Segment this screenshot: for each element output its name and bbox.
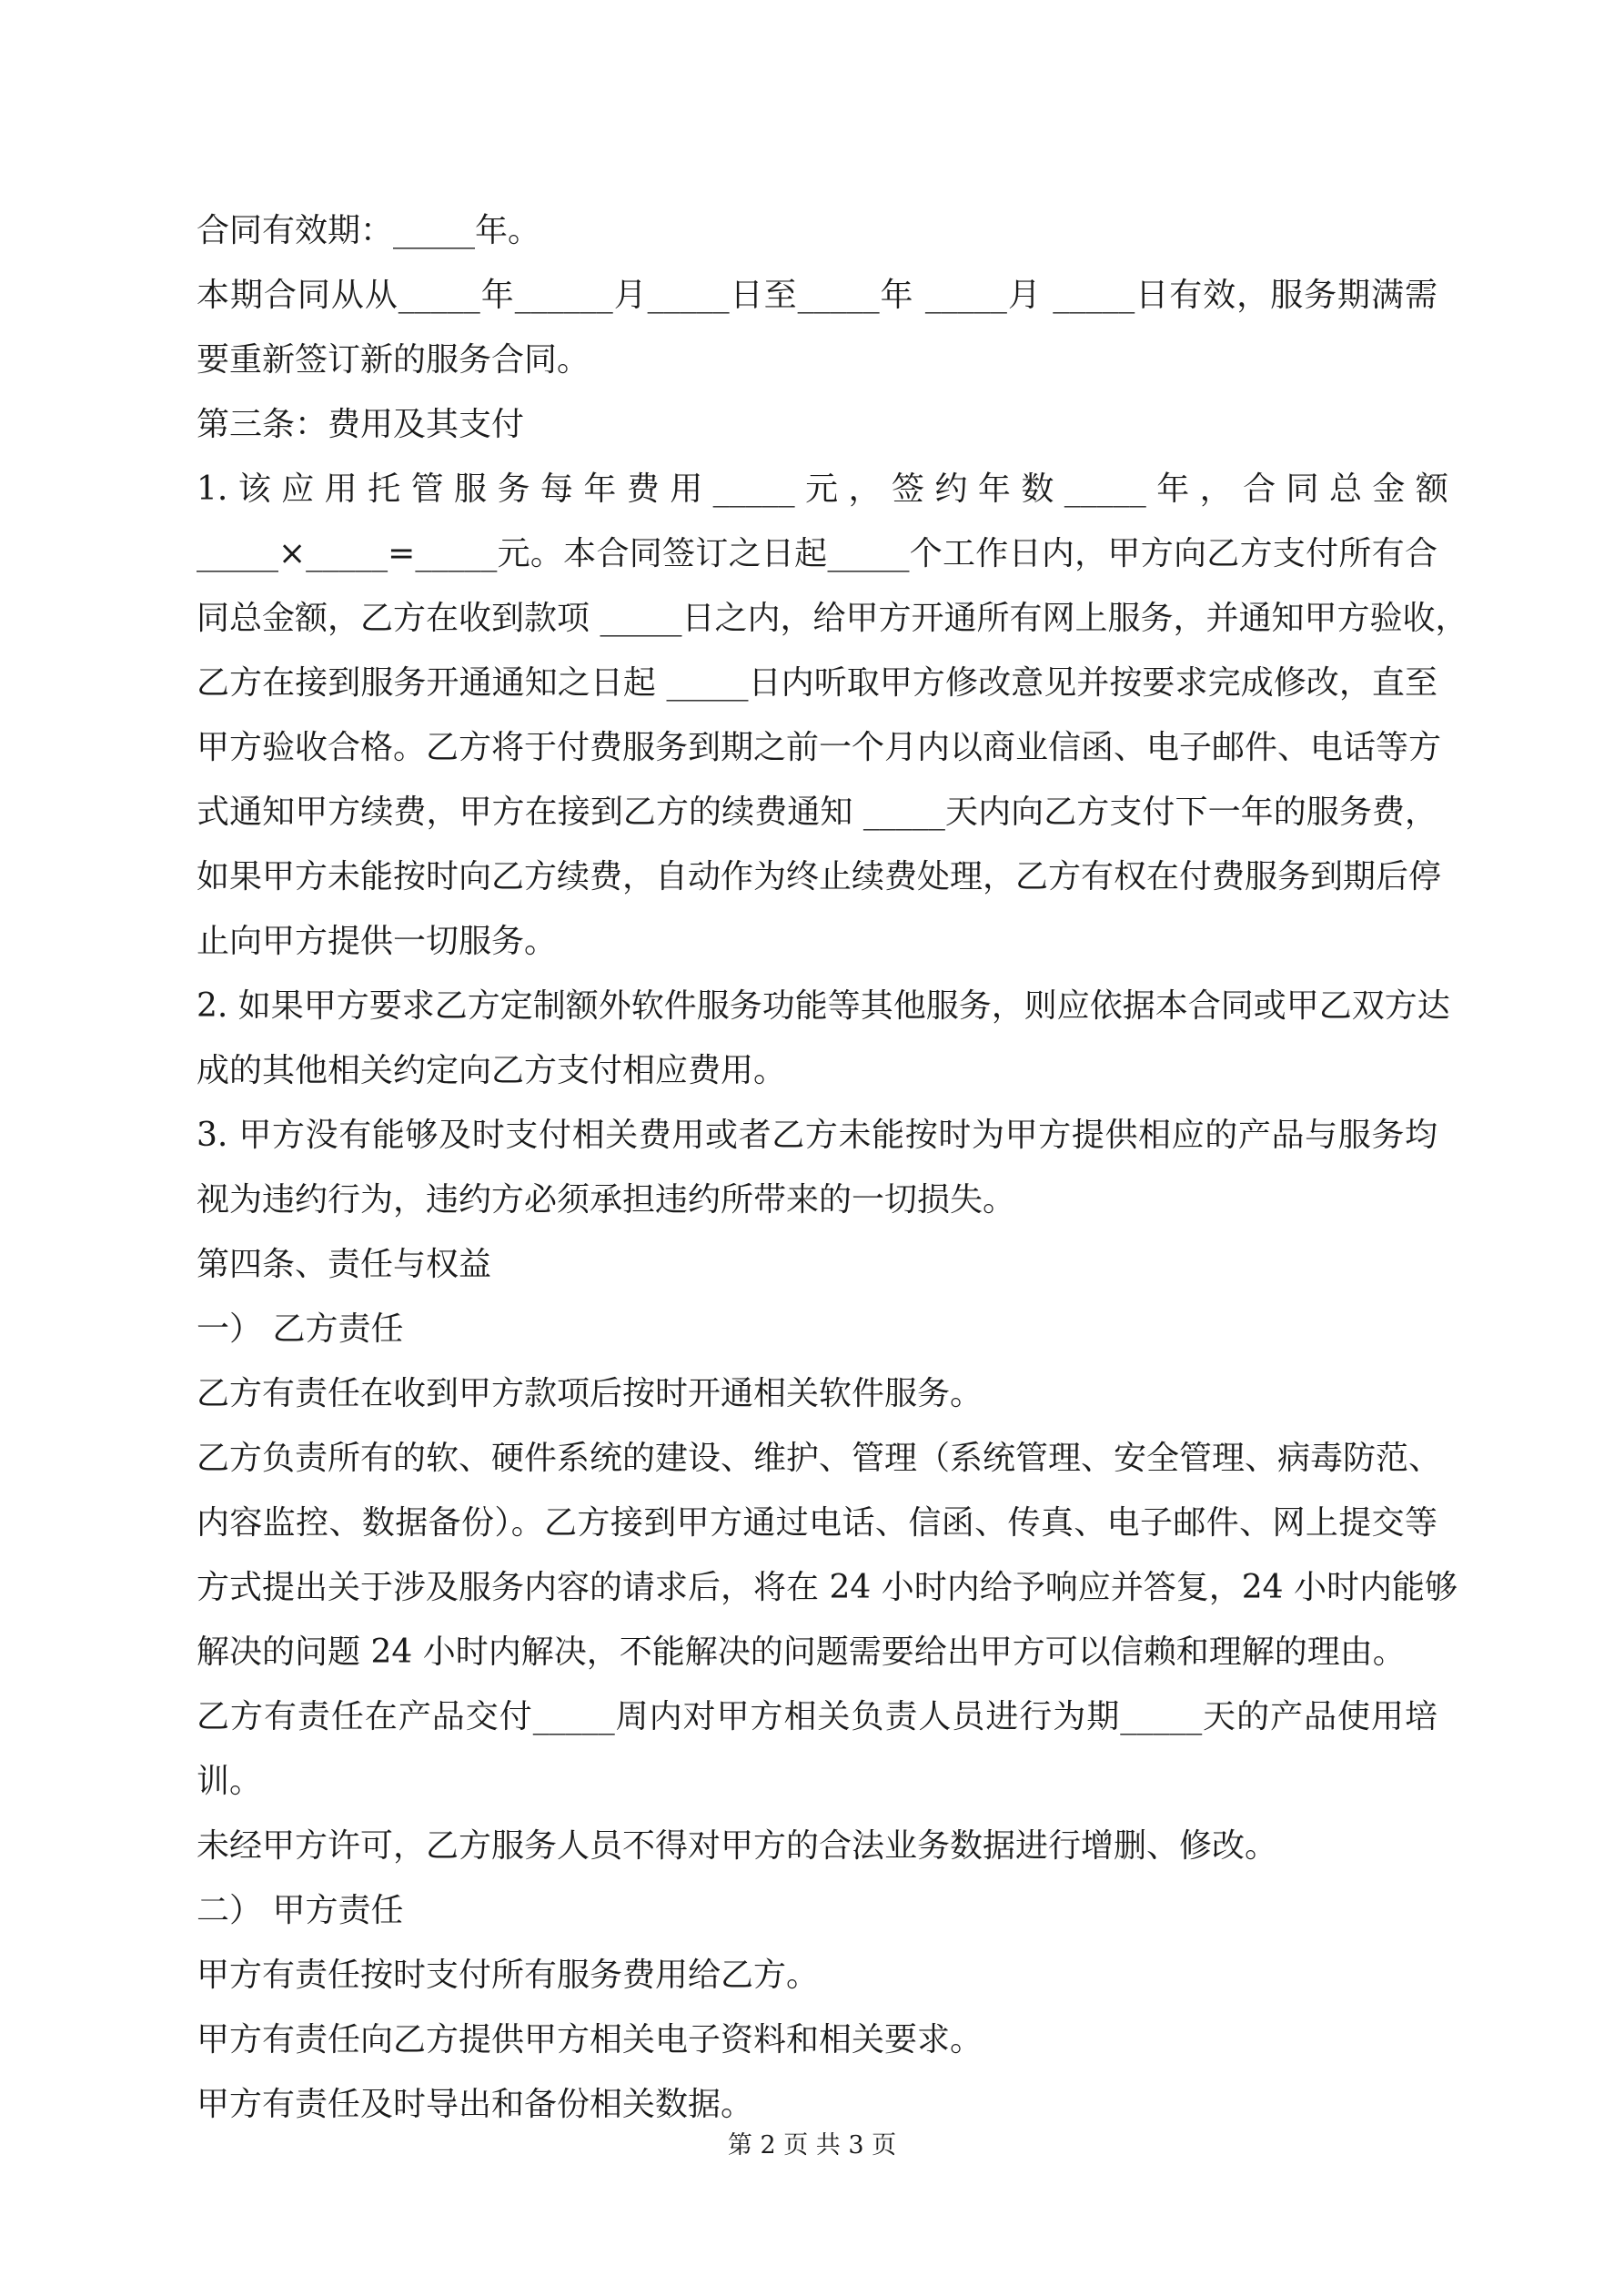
text-line: 乙方在接到服务开通通知之日起 _____日内听取甲方修改意见并按要求完成修改，直至 (197, 664, 1437, 702)
text-line: 视为违约行为，违约方必须承担违约所带来的一切损失。 (197, 1181, 1016, 1219)
text-line: 式通知甲方续费，甲方在接到乙方的续费通知 _____天内向乙方支付下一年的服务费， (197, 794, 1437, 831)
text-line: 3. 甲方没有能够及时支付相关费用或者乙方未能按时为甲方提供相应的产品与服务均 (197, 1117, 1437, 1154)
text-line: 2. 如果甲方要求乙方定制额外软件服务功能等其他服务，则应依据本合同或甲乙双方达 (197, 987, 1450, 1025)
text-line: 训。 (197, 1763, 263, 1800)
text-line: 止向甲方提供一切服务。 (197, 923, 558, 960)
page-footer: 第 2 页 共 3 页 (727, 2131, 897, 2159)
text-line: 成的其他相关约定向乙方支付相应费用。 (197, 1052, 787, 1089)
text-line: 未经甲方许可，乙方服务人员不得对甲方的合法业务数据进行增删、修改。 (197, 1827, 1278, 1865)
text-line: 乙方有责任在收到甲方款项后按时开通相关软件服务。 (197, 1375, 983, 1412)
text-line: 第三条：费用及其支付 (197, 406, 525, 443)
text-line: 甲方验收合格。乙方将于付费服务到期之前一个月内以商业信函、电子邮件、电话等方 (197, 729, 1442, 766)
text-line: 如果甲方未能按时向乙方续费，自动作为终止续费处理，乙方有权在付费服务到期后停 (197, 858, 1442, 895)
text-line: 本期合同从从_____年______月_____日至_____年 _____月 _____日有效，服务期满需 (197, 277, 1437, 314)
text-line: 甲方有责任向乙方提供甲方相关电子资料和相关要求。 (197, 2021, 983, 2058)
text-line: _____×_____=_____元。本合同签订之日起_____个工作日内，甲方向乙方支付所有合 (197, 535, 1437, 572)
text-line: 解决的问题 24 小时内解决，不能解决的问题需要给出甲方可以信赖和理解的理由。 (197, 1633, 1406, 1671)
document-page (197, 198, 1468, 2137)
text-line: 乙方有责任在产品交付_____周内对甲方相关负责人员进行为期_____天的产品使用培 (197, 1698, 1437, 1735)
text-line: 一） 乙方责任 (197, 1310, 404, 1348)
text-line: 甲方有责任按时支付所有服务费用给乙方。 (197, 1957, 820, 1994)
text-line: 方式提出关于涉及服务内容的请求后，将在 24 小时内给予响应并答复，24 小时内能够 (197, 1569, 1458, 1606)
text-line: 合同有效期：_____年。 (197, 212, 541, 249)
text-line: 甲方有责任及时导出和备份相关数据。 (197, 2086, 754, 2123)
text-line: 要重新签订新的服务合同。 (197, 341, 590, 379)
text-line: 乙方负责所有的软、硬件系统的建设、维护、管理（系统管理、安全管理、病毒防范、 (197, 1440, 1442, 1477)
text-line: 内容监控、数据备份）。乙方接到甲方通过电话、信函、传真、电子邮件、网上提交等 (197, 1504, 1437, 1542)
text-line: 1. 该 应 用 托 管 服 务 每 年 费 用 _____ 元 ， 签 约 年 数 _____ 年 ， 合 同 总 金 额 (197, 470, 1448, 508)
text-line: 同总金额，乙方在收到款项 _____日之内，给甲方开通所有网上服务，并通知甲方验收， (197, 600, 1468, 637)
text-line: 二） 甲方责任 (197, 1892, 404, 1929)
text-line: 第四条、责任与权益 (197, 1246, 492, 1283)
